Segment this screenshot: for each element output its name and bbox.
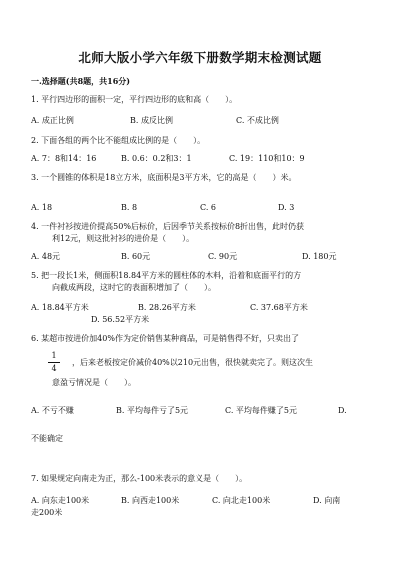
question-4-option-c: C. 90元 <box>208 252 238 261</box>
question-6-option-d-text: 不能确定 <box>31 434 63 443</box>
question-7-option-c: C. 向北走100米 <box>212 496 271 505</box>
question-7-option-d: D. 向南 <box>313 496 341 505</box>
question-3-option-c: C. 6 <box>200 203 217 212</box>
question-4-stem-line-1: 4. 一件衬衫按进价提高50%后标价，后因季节关系按标价8折出售，此时仍获 <box>31 222 305 231</box>
question-3-stem: 3. 一个圆锥的体积是18立方米，底面积是3平方米，它的高是（ ）米。 <box>31 173 297 182</box>
question-1-stem: 1. 平行四边形的面积一定，平行四边形的底和高（ ）。 <box>31 95 238 104</box>
question-1-option-a: A. 成正比例 <box>31 116 74 125</box>
question-4-stem-line-2: 利12元，则这批衬衫的进价是（ ）。 <box>52 234 195 243</box>
question-2-option-a: A. 7：8和14：16 <box>31 154 97 163</box>
question-5-option-b: B. 28.26平方米 <box>138 303 196 312</box>
question-6-option-c: C. 平均每件赚了5元 <box>225 406 298 415</box>
question-6-stem-line-2: ，后来老板按定价减价40%以210元出售，很快就卖完了。则这次生 <box>72 358 314 367</box>
question-7-stem: 7. 如果规定向南走为正，那么-100米表示的意义是（ ）。 <box>31 474 248 483</box>
question-7-option-d-text: 走200米 <box>31 508 63 517</box>
question-3-option-d: D. 3 <box>278 203 295 212</box>
question-1-option-c: C. 不成比例 <box>236 116 279 125</box>
question-2-stem: 2. 下面各组的两个比不能组成比例的是（ ）。 <box>31 136 206 145</box>
question-2-option-c: C. 19：110和10：9 <box>229 154 305 163</box>
question-6-option-b: B. 平均每件亏了5元 <box>116 406 189 415</box>
question-5-option-a: A. 18.84平方米 <box>31 303 89 312</box>
question-4-option-d: D. 180元 <box>302 252 337 261</box>
question-5-stem-line-2: 向截成两段，这时它的表面积增加了（ ）。 <box>52 283 216 292</box>
question-3-option-b: B. 8 <box>121 203 138 212</box>
question-5-stem-line-1: 5. 把一段长1米，侧面积18.84平方米的圆柱体的木料，沿着和底面平行的方 <box>31 271 302 280</box>
question-4-option-b: B. 60元 <box>121 252 151 261</box>
question-3-option-a: A. 18 <box>31 203 53 212</box>
question-6-option-a: A. 不亏不赚 <box>31 406 74 415</box>
question-6-option-d: D. <box>338 406 347 415</box>
question-5-option-d: D. 56.52平方米 <box>91 315 150 324</box>
question-7-option-a: A. 向东走100米 <box>31 496 90 505</box>
section-heading: 一.选择题(共8题，共16分) <box>31 76 131 86</box>
question-6-fraction <box>48 351 60 374</box>
question-2-option-b: B. 0.6：0.2和3：1 <box>121 154 192 163</box>
page-title: 北师大版小学六年级下册数学期末检测试题 <box>78 50 322 65</box>
question-6-stem-line-3: 意盈亏情况是（ ）。 <box>52 378 136 387</box>
question-6-stem-line-1: 6. 某超市按进价加40%作为定价销售某种商品，可是销售得不好，只卖出了 <box>31 334 299 343</box>
fraction-denominator: 4 <box>51 364 57 373</box>
question-5-option-c: C. 37.68平方米 <box>250 303 308 312</box>
question-4-option-a: A. 48元 <box>31 252 61 261</box>
fraction-numerator: 1 <box>48 351 60 363</box>
question-7-option-b: B. 向西走100米 <box>121 496 180 505</box>
question-1-option-b: B. 成反比例 <box>130 116 173 125</box>
